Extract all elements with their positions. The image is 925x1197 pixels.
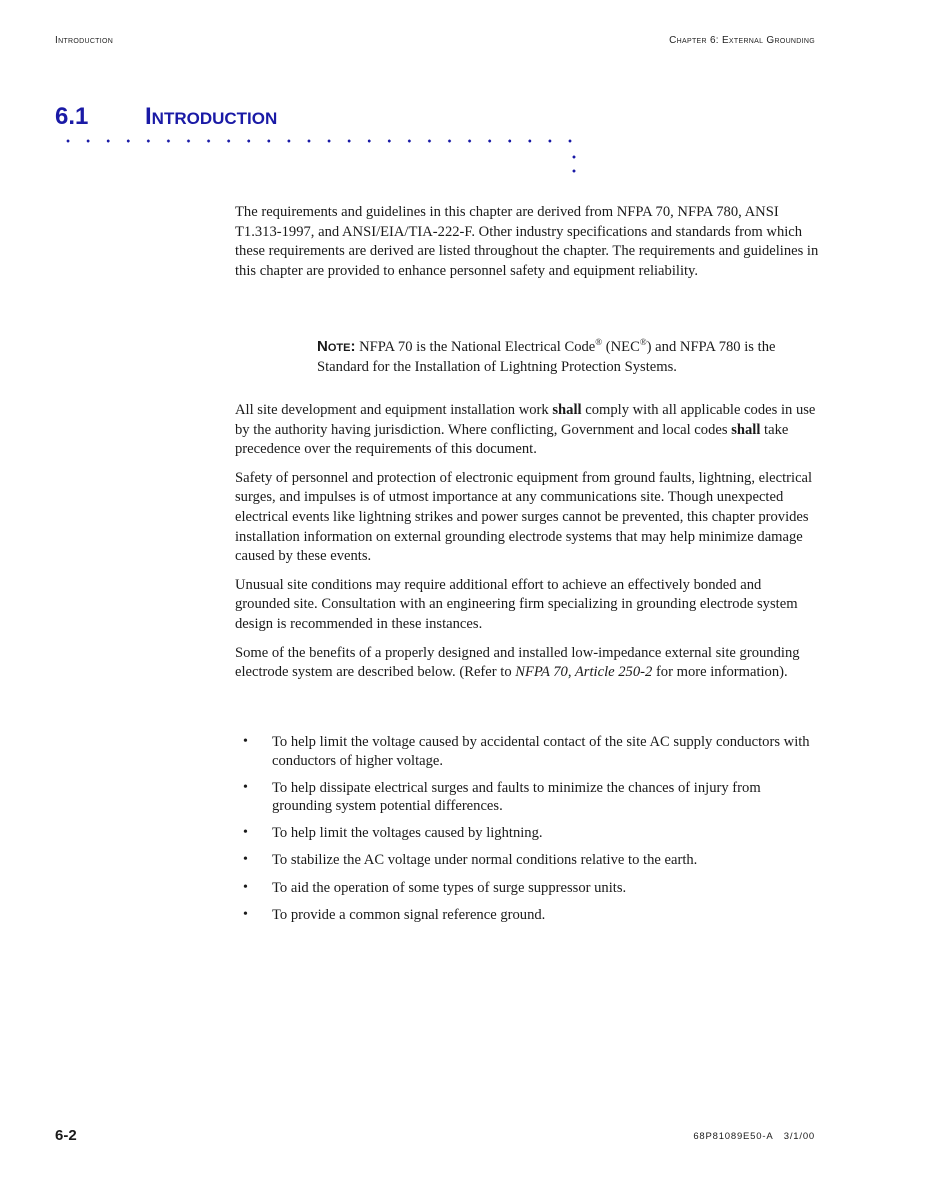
paragraph-5-part-a: Some of the benefits of a properly designed and installed low-impedance external site grounding electrode system are described below. (Refer to bbox=[235, 644, 800, 681]
nfpa-reference: NFPA 70, Article 250-2 bbox=[515, 664, 653, 681]
list-item bbox=[235, 824, 820, 843]
note-text-c: ) and NFPA 780 is the Standard for the Installation of Lightning Protection Systems. bbox=[317, 339, 776, 375]
note-block bbox=[317, 337, 822, 377]
header-left-text: Introduction bbox=[55, 35, 114, 46]
paragraph-2-part-c: take precedence over the requirements of this document. bbox=[235, 421, 789, 458]
paragraph-2-part-b: comply with all applicable codes in use by the authority having jurisdiction. Where conflicting, Government and local codes bbox=[235, 402, 816, 438]
list-item bbox=[235, 879, 820, 898]
running-header-left bbox=[55, 35, 113, 46]
paragraph-1: The requirements and guidelines in this chapter are derived from NFPA 70, NFPA 780, ANSI T1.313-1997, and ANSI/EIA/TIA-222-F. Other industry specifications and standards from which these requirements are derived are listed throughout the chapter. The requirements and guidelines in this chapter are provided to enhance personnel safety and equipment reliability. bbox=[235, 204, 819, 279]
paragraph-2 bbox=[235, 401, 820, 460]
list-item bbox=[235, 851, 820, 870]
list-item-text: To help limit the voltage caused by accidental contact of the site AC supply conductors with conductors of higher voltage. bbox=[272, 734, 810, 769]
benefits-list bbox=[235, 733, 820, 933]
bullet-icon: • bbox=[243, 825, 248, 841]
list-item bbox=[235, 779, 820, 816]
bullet-icon: • bbox=[243, 734, 248, 749]
paragraph-5 bbox=[235, 644, 820, 683]
bullet-icon: • bbox=[243, 852, 248, 868]
list-item-text: To stabilize the AC voltage under normal conditions relative to the earth. bbox=[272, 852, 698, 869]
paragraph-3: Safety of personnel and protection of electronic equipment from ground faults, lightning, electrical surges, and impulses is of utmost importance at any communications site. Though unexpected electrical events like lightning strikes and power surges cannot be prevented, this chapter provides installation information on external grounding electrode systems that may help minimize damage caused by these events. bbox=[235, 469, 813, 565]
section-title-text: Introduction bbox=[145, 103, 278, 130]
dotted-rule-vertical-dot bbox=[571, 168, 577, 174]
list-item-text: To provide a common signal reference ground. bbox=[272, 906, 546, 923]
bullet-icon: • bbox=[243, 906, 248, 922]
header-right-text: Chapter 6: External Grounding bbox=[669, 35, 815, 46]
dotted-rule-vertical-dot bbox=[571, 154, 577, 160]
bullet-icon: • bbox=[243, 879, 248, 895]
intro-paragraph bbox=[235, 203, 820, 290]
note-text-a: NFPA 70 is the National Electrical Code bbox=[355, 339, 596, 355]
shall-emphasis: shall bbox=[731, 421, 761, 438]
document-date: 3/1/00 bbox=[783, 1131, 815, 1142]
paragraph-2-part-a: All site development and equipment installation work bbox=[235, 402, 553, 418]
shall-emphasis: shall bbox=[552, 402, 582, 418]
dotted-rule bbox=[58, 138, 580, 144]
document-id: 68P81089E50-A bbox=[693, 1131, 774, 1142]
list-item bbox=[235, 906, 820, 925]
registered-mark: ® bbox=[595, 337, 603, 348]
running-header-right bbox=[669, 35, 815, 46]
page-number: 6-2 bbox=[55, 1127, 77, 1144]
body-paragraphs bbox=[235, 401, 820, 692]
registered-mark: ® bbox=[639, 337, 647, 348]
note-text-b: (NEC bbox=[602, 339, 640, 355]
list-item-text: To aid the operation of some types of surge suppressor units. bbox=[272, 879, 627, 896]
list-item-text: To help limit the voltages caused by lightning. bbox=[272, 825, 543, 842]
bullet-icon: • bbox=[243, 779, 248, 795]
footer-doc-info bbox=[693, 1131, 815, 1142]
note-label: Note: bbox=[317, 338, 356, 355]
paragraph-4: Unusual site conditions may require additional effort to achieve an effectively bonded and grounded site. Consultation with an engineering firm specializing in grounding electrode system design is recommended in these instances. bbox=[235, 576, 798, 632]
paragraph-5-part-b: for more information). bbox=[652, 664, 788, 681]
list-item-text: To help dissipate electrical surges and faults to minimize the chances of injury from grounding system potential differences. bbox=[272, 779, 761, 815]
section-number: 6.1 bbox=[55, 103, 89, 130]
section-title bbox=[145, 103, 277, 131]
list-item bbox=[235, 733, 820, 770]
